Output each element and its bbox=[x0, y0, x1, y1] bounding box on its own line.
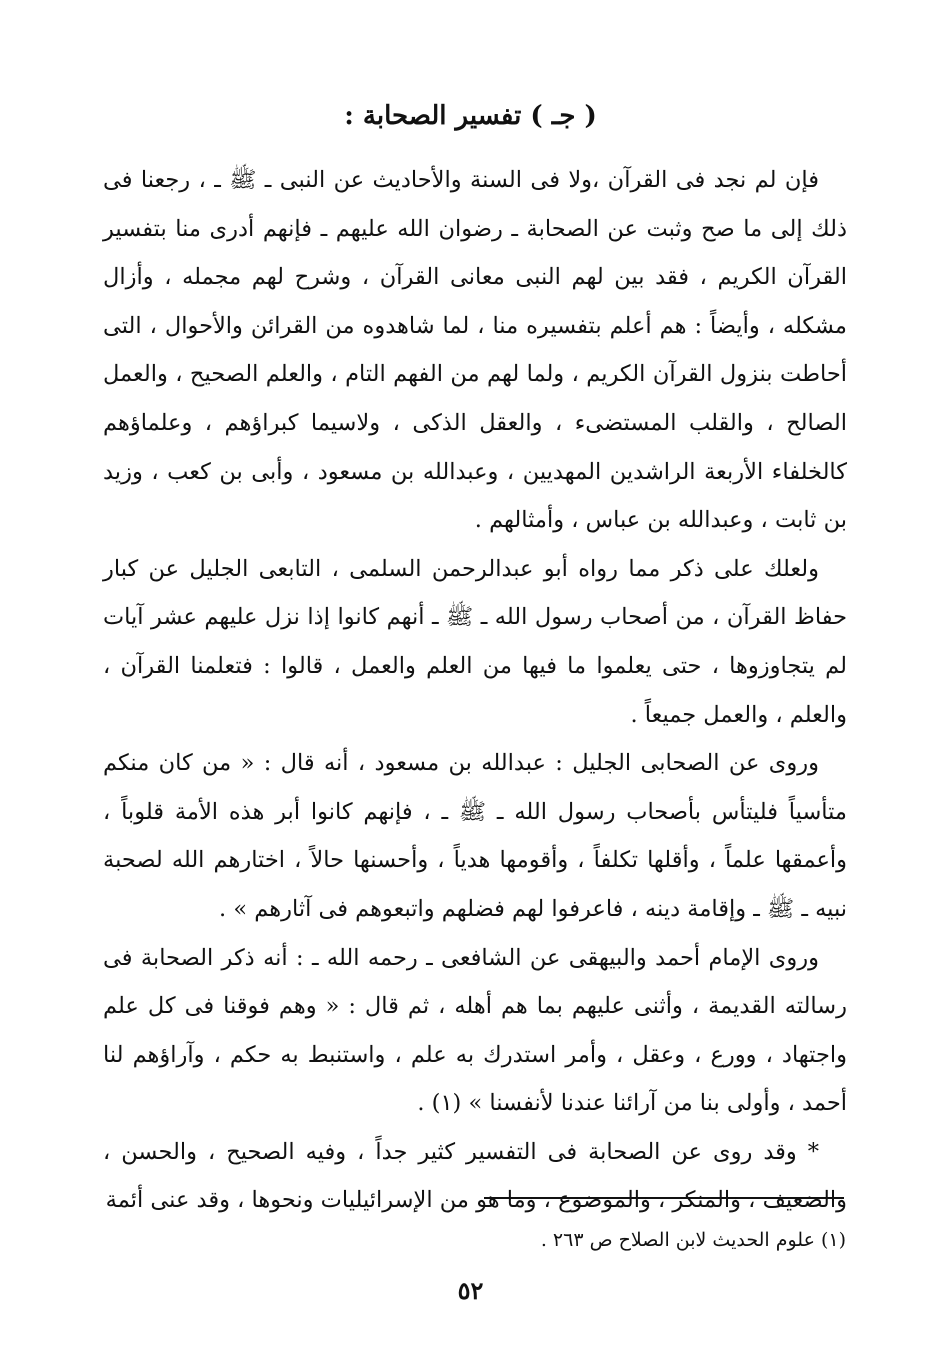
footnote-divider bbox=[484, 1197, 844, 1199]
footnote: (١) علوم الحديث لابن الصلاح ص ٢٦٣ . bbox=[540, 1229, 846, 1251]
page-number: ٥٢ bbox=[457, 1276, 484, 1305]
paragraph-4: وروى الإمام أحمد والبيهقى عن الشافعى ـ رحمه الله ـ : أنه ذكر الصحابة فى رسالته القديمة ، وأثنى عليهم بما هم أهله ، ثم قال : « وهم فوقنا فى كل علم واجتهاد ، وورع ، وعقل ، وأمر استدرك به علم ، واستنبط به حكم ، وآراؤهم لنا أحمد ، وأولى بنا من آرائنا عندنا لأنفسنا » (١) . bbox=[103, 944, 847, 1117]
section-heading: ( جـ ) تفسير الصحابة : bbox=[344, 101, 597, 131]
paragraph-3: وروى عن الصحابى الجليل : عبدالله بن مسعود ، أنه قال : « من كان منكم متأسياً فليتأس بأصحاب رسول الله ـ ﷺ ـ ، فإنهم كانوا أبر هذه الأمة قلوباً ، وأعمقها علماً ، وأقلها تكلفاً ، وأقومها هدياً ، وأحسنها حالاً ، اختارهم الله لصحبة نبيه ـ ﷺ ـ وإقامة دينه ، فاعرفوا لهم فضلهم واتبعوهم فى آثارهم » . bbox=[103, 750, 847, 922]
body-text bbox=[103, 156, 847, 1225]
paragraph-1: فإن لم نجد فى القرآن ،ولا فى السنة والأحاديث عن النبى ـ ﷺ ـ ، رجعنا فى ذلك إلى ما صح وثبت عن الصحابة ـ رضوان الله عليهم ـ فإنهم أدرى منا بتفسير القرآن الكريم ، فقد بين لهم النبى معانى القرآن ، وشرح لهم مجمله ، وأزال مشكله ، وأيضاً : هم أعلم بتفسيره منا ، لما شاهدوه من القرائن والأحوال ، التى أحاطت بنزول القرآن الكريم ، ولما لهم من الفهم التام ، والعلم الصحيح ، والعمل الصالح ، والقلب المستضىء ، والعقل الذكى ، ولاسيما كبراؤهم ، وعلماؤهم كالخلفاء الأربعة الراشدين المهديين ، وعبدالله بن مسعود ، وأبى بن كعب ، وزيد بن ثابت ، وعبدالله بن عباس ، وأمثالهم . bbox=[103, 167, 847, 534]
paragraph-5: * وقد روى عن الصحابة فى التفسير كثير جداً ، وفيه الصحيح ، والحسن ، والضعيف ، والمنكر ، والموضوع ، وما هو من الإسرائيليات ونحوها ، وقد عنى أئمة bbox=[103, 1138, 847, 1214]
paragraph-2: ولعلك على ذكر مما رواه أبو عبدالرحمن السلمى ، التابعى الجليل عن كبار حفاظ القرآن ، من أصحاب رسول الله ـ ﷺ ـ أنهم كانوا إذا نزل عليهم عشر آيات لم يتجاوزوها ، حتى يعلموا ما فيها من العلم والعمل ، قالوا : فتعلمنا القرآن ، والعلم ، والعمل جميعاً . bbox=[103, 555, 847, 728]
